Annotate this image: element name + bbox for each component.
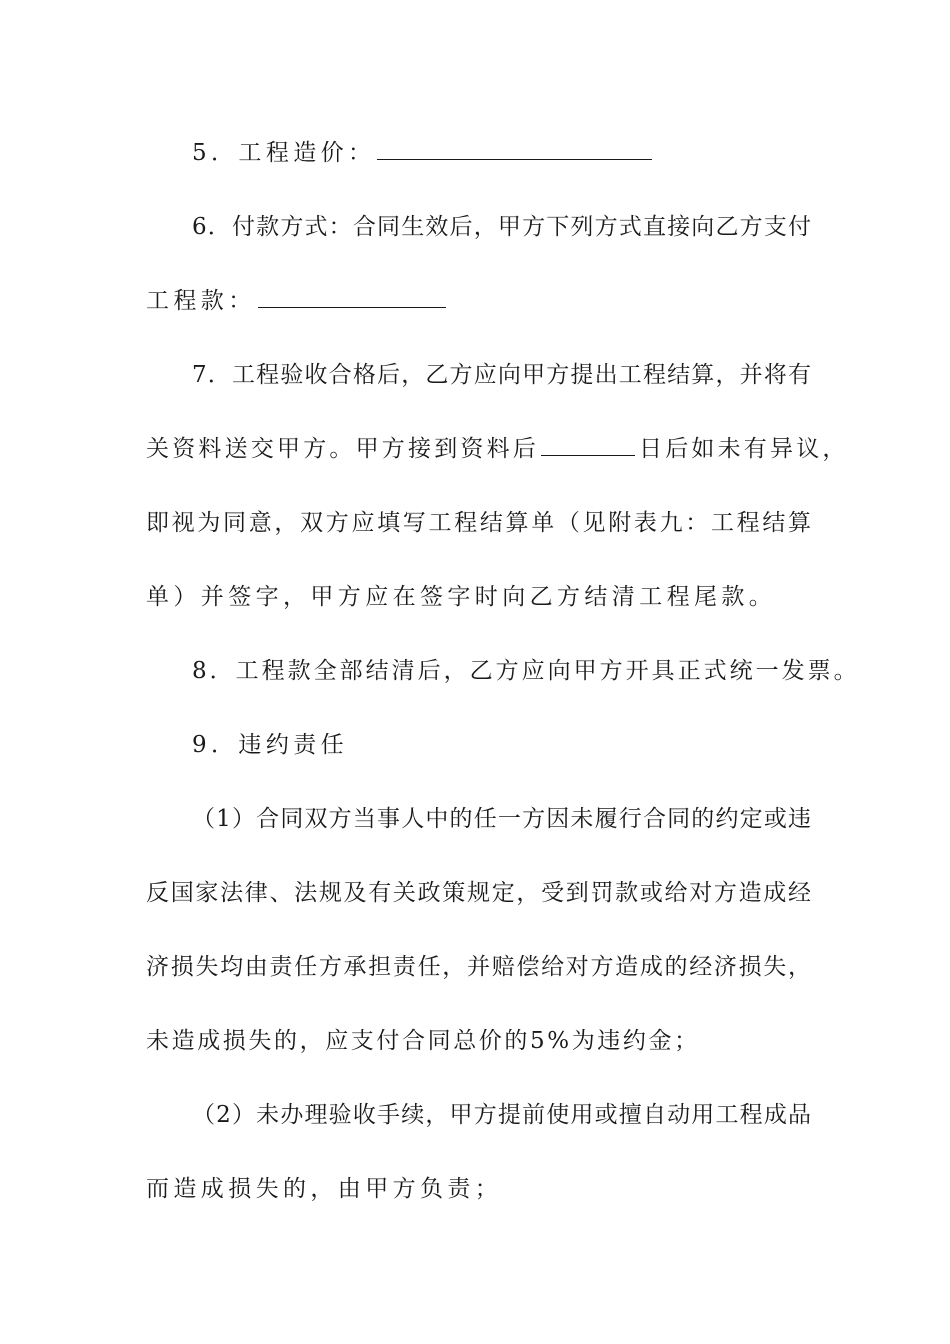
clause-9-1-line-1: （1）合同双方当事人中的任一方因未履行合同的约定或违 — [192, 806, 811, 832]
days-fill-blank — [541, 429, 635, 456]
clause-8-invoice: 8．工程款全部结清后，乙方应向甲方开具正式统一发票。 — [192, 658, 860, 684]
cost-fill-blank — [377, 133, 652, 160]
clause-9-1-line-2: 反国家法律、法规及有关政策规定，受到罚款或给对方造成经 — [146, 880, 811, 906]
clause-9-2-line-1: （2）未办理验收手续，甲方提前使用或擅自动用工程成品 — [192, 1102, 811, 1128]
clause-7-line-3: 即视为同意，双方应填写工程结算单（见附表九：工程结算 — [146, 510, 811, 536]
clause-7-line-4: 单）并签字，甲方应在签字时向乙方结清工程尾款。 — [146, 584, 777, 610]
clause-7-settlement: 7．工程验收合格后，乙方应向甲方提出工程结算，并将有 — [192, 362, 811, 388]
clause-9-1-line-4: 未造成损失的，应支付合同总价的5%为违约金； — [146, 1028, 700, 1054]
clause-5-text: 5．工程造价： — [192, 140, 376, 166]
clause-7-line-2-before: 关资料送交甲方。甲方接到资料后 — [146, 436, 539, 462]
clause-6-continued — [146, 281, 811, 321]
clause-5-cost — [192, 133, 857, 173]
clause-7-line-2-after: 日后如未有异议， — [639, 436, 849, 462]
clause-9-heading: 9．违约责任 — [192, 732, 349, 758]
clause-6-cont-text: 工程款： — [146, 288, 256, 314]
clause-9-2-line-2: 而造成损失的，由甲方负责； — [146, 1176, 503, 1202]
clause-7-line-2 — [146, 429, 849, 469]
clause-9-1-line-3: 济损失均由责任方承担责任，并赔偿给对方造成的经济损失， — [146, 954, 811, 980]
clause-6-payment: 6．付款方式：合同生效后，甲方下列方式直接向乙方支付 — [192, 214, 811, 240]
payment-fill-blank — [258, 281, 446, 308]
